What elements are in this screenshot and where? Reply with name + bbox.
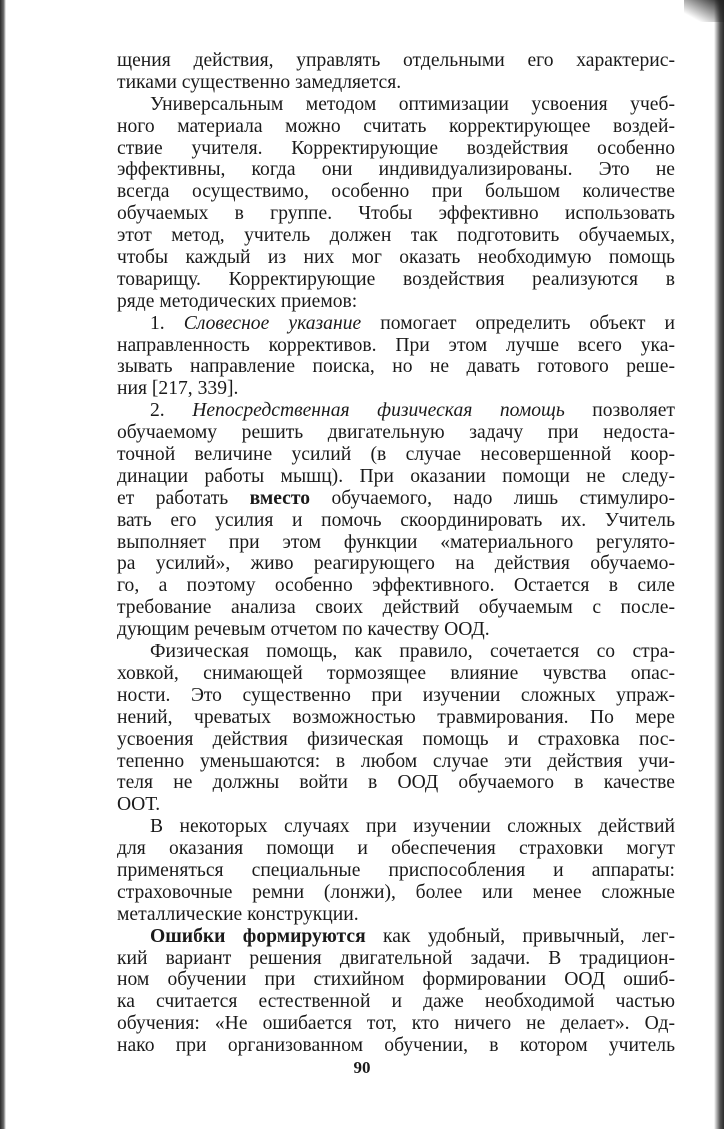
text-line <box>117 641 675 663</box>
text-line <box>117 356 675 378</box>
scan-shadow-right <box>714 0 724 1129</box>
paragraph <box>117 926 675 1057</box>
text-segment: товарищу. Корректирующие воздействия реализуются в <box>117 268 675 290</box>
text-segment: нако при организованном обучении, в котором учитель <box>117 1035 675 1057</box>
italic-term: Непосредственная физическая помощь <box>192 400 565 422</box>
paragraph <box>117 94 675 313</box>
text-segment: тепенно уменьшаются: в любом случае эти действия учи- <box>117 750 675 772</box>
paragraph <box>117 816 675 925</box>
text-segment: для оказания помощи и обеспечения страховки могут <box>117 838 675 860</box>
text-line <box>117 50 675 72</box>
text-segment: кий вариант решения двигательной задачи. В традицион- <box>117 947 675 969</box>
text-line <box>117 138 675 160</box>
text-segment: выполняет при этом функции «материального регулято- <box>117 531 675 553</box>
text-segment: ка считается естественной и даже необходимой частью <box>117 991 675 1013</box>
text-line <box>117 685 675 707</box>
page-body-text <box>117 50 675 1057</box>
text-segment: 2. <box>150 400 193 422</box>
text-segment: го, а поэтому особенно эффективного. Остается в силе <box>117 575 675 597</box>
text-segment: В некоторых случаях при изучении сложных действий <box>150 816 675 838</box>
text-line <box>117 553 675 575</box>
text-segment: применяться специальные приспособления и аппараты: <box>117 859 675 881</box>
text-line <box>117 466 675 488</box>
paragraph <box>117 50 675 94</box>
text-segment: обучаемому решить двигательную задачу при недоста- <box>117 422 675 444</box>
text-segment: Физическая помощь, как правило, сочетается со стра- <box>150 641 675 663</box>
text-line <box>117 532 675 554</box>
text-segment: позволяет <box>564 400 675 422</box>
bold-term: вместо <box>249 487 311 509</box>
text-segment: теля не должны войти в ООД обучаемого в качестве <box>117 772 675 794</box>
scan-shadow-left <box>0 0 6 1129</box>
text-segment: металлические конструкции. <box>117 903 359 925</box>
page-number: 90 <box>353 1058 371 1077</box>
italic-term: Словесное указание <box>183 312 362 334</box>
text-segment: страховочные ремни (лонжи), более или менее сложные <box>117 881 675 903</box>
text-segment: как удобный, привычный, лег- <box>365 925 675 947</box>
text-line <box>117 444 675 466</box>
text-segment: зывать направление поиска, но не давать готового реше- <box>117 356 675 378</box>
text-segment: ряде методических приемов: <box>117 290 358 312</box>
text-line <box>117 488 675 510</box>
text-segment: вать его усилия и помочь скоординировать их. Учитель <box>117 509 675 531</box>
text-line <box>117 729 675 751</box>
text-segment: этот метод, учитель должен так подготовить обучаемых, <box>117 225 675 247</box>
text-line <box>117 159 675 181</box>
text-line <box>117 269 675 291</box>
text-line <box>117 1035 675 1057</box>
text-segment: ра усилий», живо реагирующего на действия обучаемо- <box>117 553 675 575</box>
text-line <box>117 772 675 794</box>
text-segment: требование анализа своих действий обучаемым с после- <box>117 597 675 619</box>
text-segment: ном обучении при стихийном формировании ООД ошиб- <box>117 969 675 991</box>
text-line <box>117 707 675 729</box>
text-line <box>117 313 675 335</box>
text-segment: ООТ. <box>117 794 161 816</box>
text-line <box>117 335 675 357</box>
text-segment: эффективны, когда они индивидуализированы. Это не <box>117 159 675 181</box>
text-line <box>117 751 675 773</box>
text-segment: ности. Это существенно при изучении сложных упраж- <box>117 684 675 706</box>
text-segment: Универсальным методом оптимизации усвоения учеб- <box>150 93 675 115</box>
paragraph <box>117 400 675 641</box>
text-line <box>117 203 675 225</box>
text-segment: направленность коррективов. При этом лучше всего ука- <box>117 334 675 356</box>
text-segment: нений, чреватых возможностью травмирования. По мере <box>117 706 675 728</box>
text-segment: тиками существенно замедляется. <box>117 71 402 93</box>
text-segment: ствие учителя. Корректирующие воздействия особенно <box>117 137 675 159</box>
scan-shadow-corner <box>684 0 724 22</box>
text-line <box>117 378 675 400</box>
text-line <box>117 838 675 860</box>
text-line <box>117 181 675 203</box>
text-line <box>117 291 675 313</box>
text-segment: щения действия, управлять отдельными его характерис- <box>117 50 675 71</box>
text-line <box>117 247 675 269</box>
text-segment: чтобы каждый из них мог оказать необходимую помощь <box>117 247 675 269</box>
text-segment: всегда осуществимо, особенно при большом количестве <box>117 181 675 203</box>
text-segment: обучения: «Не ошибается тот, кто ничего не делает». Од- <box>117 1013 675 1035</box>
text-line <box>117 72 675 94</box>
text-line <box>117 904 675 926</box>
text-line <box>117 510 675 532</box>
text-segment: обучаемого, надо лишь стимулиро- <box>310 487 675 509</box>
text-segment: ет работать <box>117 487 250 509</box>
text-line <box>117 400 675 422</box>
text-line <box>117 882 675 904</box>
text-segment: ния [217, 339]. <box>117 378 239 400</box>
text-line <box>117 619 675 641</box>
text-segment: усвоения действия физическая помощь и страховка пос- <box>117 728 675 750</box>
paragraph <box>117 313 675 401</box>
text-line <box>117 991 675 1013</box>
text-line <box>117 94 675 116</box>
paragraph <box>117 641 675 816</box>
text-line <box>117 816 675 838</box>
text-line <box>117 663 675 685</box>
text-segment: дующим речевым отчетом по качеству ООД. <box>117 619 490 641</box>
text-line <box>117 225 675 247</box>
text-line <box>117 794 675 816</box>
text-segment: помогает определить объект и <box>361 312 675 334</box>
text-line <box>117 1013 675 1035</box>
text-line <box>117 116 675 138</box>
text-segment: точной величине усилий (в случае несовершенной коор- <box>117 444 675 466</box>
text-segment: 1. <box>150 312 184 334</box>
text-segment: ного материала можно считать корректирующее воздей- <box>117 115 675 137</box>
text-line <box>117 575 675 597</box>
text-line <box>117 597 675 619</box>
text-line <box>117 926 675 948</box>
text-line <box>117 969 675 991</box>
text-segment: обучаемых в группе. Чтобы эффективно использовать <box>117 203 675 225</box>
text-line <box>117 860 675 882</box>
text-line <box>117 422 675 444</box>
text-line <box>117 948 675 970</box>
bold-term: Ошибки формируются <box>150 925 366 947</box>
text-segment: динации работы мышц). При оказании помощи не следу- <box>117 465 675 487</box>
text-segment: ховкой, снимающей тормозящее влияние чувства опас- <box>117 662 675 684</box>
